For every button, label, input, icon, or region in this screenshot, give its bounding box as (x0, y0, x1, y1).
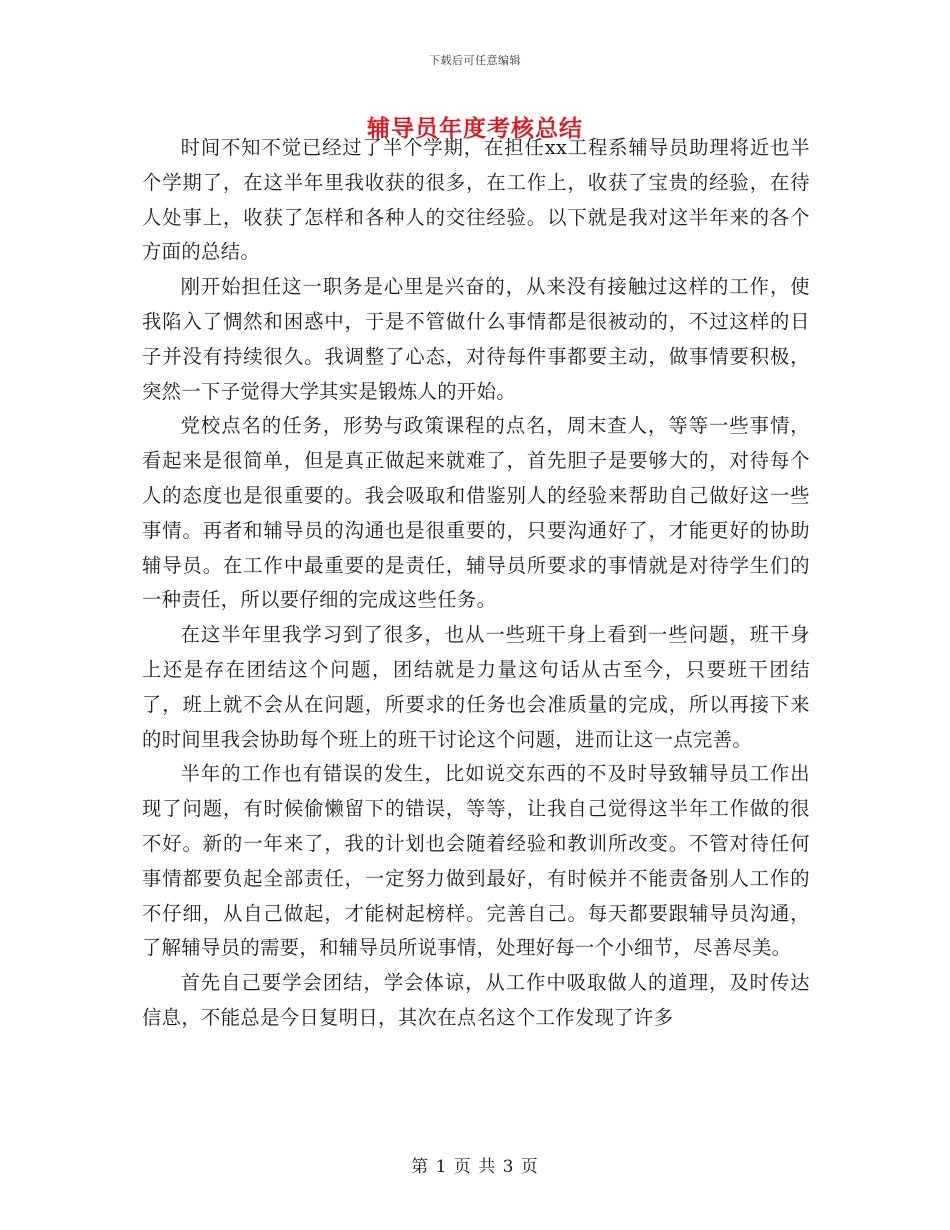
page-footer: 第 1 页 共 3 页 (411, 1157, 539, 1177)
paragraph: 党校点名的任务，形势与政策课程的点名，周末查人，等等一些事情，看起来是很简单，但是真正做起来就难了，首先胆子是要够大的，对待每个人的态度也是很重要的。我会吸取和借鉴别人的经验来帮助自己做好这一些事情。再者和辅导员的沟通也是很重要的，只要沟通好了，才能更好的协助辅导员。在工作中最重要的是责任，辅导员所要求的事情就是对待学生们的一种责任，所以要仔细的完成这些任务。 (142, 414, 810, 612)
document-title: 辅导员年度考核总结 (367, 115, 583, 142)
document-body (142, 131, 810, 1036)
paragraph: 刚开始担任这一职务是心里是兴奋的，从来没有接触过这样的工作，使我陷入了惆然和困惑中，于是不管做什么事情都是很被动的，不过这样的日子并没有持续很久。我调整了心态，对待每件事都要主动，做事情要积极，突然一下子觉得大学其实是锻炼人的开始。 (142, 275, 810, 403)
header-note: 下载后可任意编辑 (429, 54, 521, 67)
paragraph: 半年的工作也有错误的发生，比如说交东西的不及时导致辅导员工作出现了问题，有时候偷懒留下的错误，等等，让我自己觉得这半年工作做的很不好。新的一年来了，我的计划也会随着经验和教训所改变。不管对待任何事情都要负起全部责任，一定努力做到最好，有时候并不能责备别人工作的不仔细，从自己做起，才能树起榜样。完善自己。每天都要跟辅导员沟通，了解辅导员的需要，和辅导员所说事情，处理好每一个小细节，尽善尽美。 (142, 762, 810, 960)
paragraph: 在这半年里我学习到了很多，也从一些班干身上看到一些问题，班干身上还是存在团结这个问题，团结就是力量这句话从古至今，只要班干团结了，班上就不会从在问题，所要求的任务也会准质量的完成，所以再接下来的时间里我会协助每个班上的班干讨论这个问题，进而让这一点完善。 (142, 623, 810, 751)
paragraph: 时间不知不觉已经过了半个学期，在担任xx工程系辅导员助理将近也半个学期了，在这半年里我收获的很多，在工作上，收获了宝贵的经验，在待人处事上，收获了怎样和各种人的交往经验。以下就是我对这半年来的各个方面的总结。 (142, 136, 810, 264)
paragraph: 首先自己要学会团结，学会体谅，从工作中吸取做人的道理，及时传达信息，不能总是今日复明日，其次在点名这个工作发现了许多 (142, 971, 810, 1029)
